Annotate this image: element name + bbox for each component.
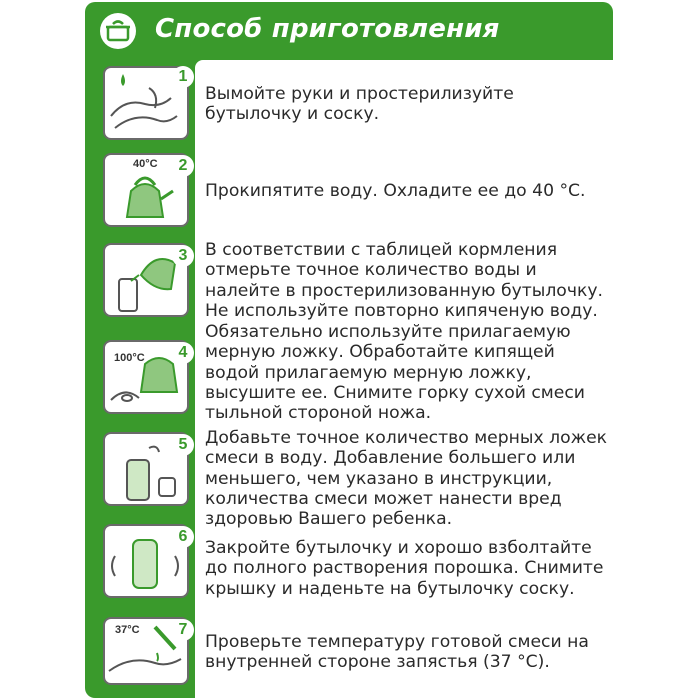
step-4-text: Обязательно используйте прилагаемую мерную ложку. Обработайте кипящей водой прилагаемую мерную ложку, высушите ее. Снимите горку сухой смеси тыльной стороной ножа. bbox=[205, 322, 585, 424]
step-7-text: Проверьте температуру готовой смеси на внутренней стороне запястья (37 °C). bbox=[205, 632, 589, 673]
step-2-temp-label: 40°C bbox=[133, 158, 158, 170]
step-1-number: 1 bbox=[172, 66, 194, 88]
step-6-number: 6 bbox=[172, 526, 194, 548]
step-7-number: 7 bbox=[172, 619, 194, 641]
step-5-number: 5 bbox=[172, 434, 194, 456]
step-4-number: 4 bbox=[172, 342, 194, 364]
step-7-temp-label: 37°C bbox=[115, 624, 140, 636]
page-title: Способ приготовления bbox=[155, 14, 500, 44]
step-3-number: 3 bbox=[172, 245, 194, 267]
step-5-text: Добавьте точное количество мерных ложек смеси в воду. Добавление большего или меньшего, чем указано в инструкции, количества смеси может нанести вред здоровью Вашего ребенка. bbox=[205, 428, 608, 530]
step-6-text: Закройте бутылочку и хорошо взболтайте до полного растворения порошка. Снимите крышку и наденьте на бутылочку соску. bbox=[205, 538, 604, 599]
step-1-text: Вымойте руки и простерилизуйте бутылочку и соску. bbox=[205, 84, 514, 125]
pot-icon bbox=[100, 13, 136, 49]
step-2-number: 2 bbox=[172, 155, 194, 177]
step-4-temp-label: 100°C bbox=[114, 352, 145, 364]
step-2-text: Прокипятите воду. Охладите ее до 40 °C. bbox=[205, 181, 586, 201]
header bbox=[85, 2, 613, 60]
step-3-text: В соответствии с таблицей кормления отмерьте точное количество воды и налейте в простерилизованную бутылочку. Не используйте повторно кипяченую воду. bbox=[205, 240, 603, 321]
